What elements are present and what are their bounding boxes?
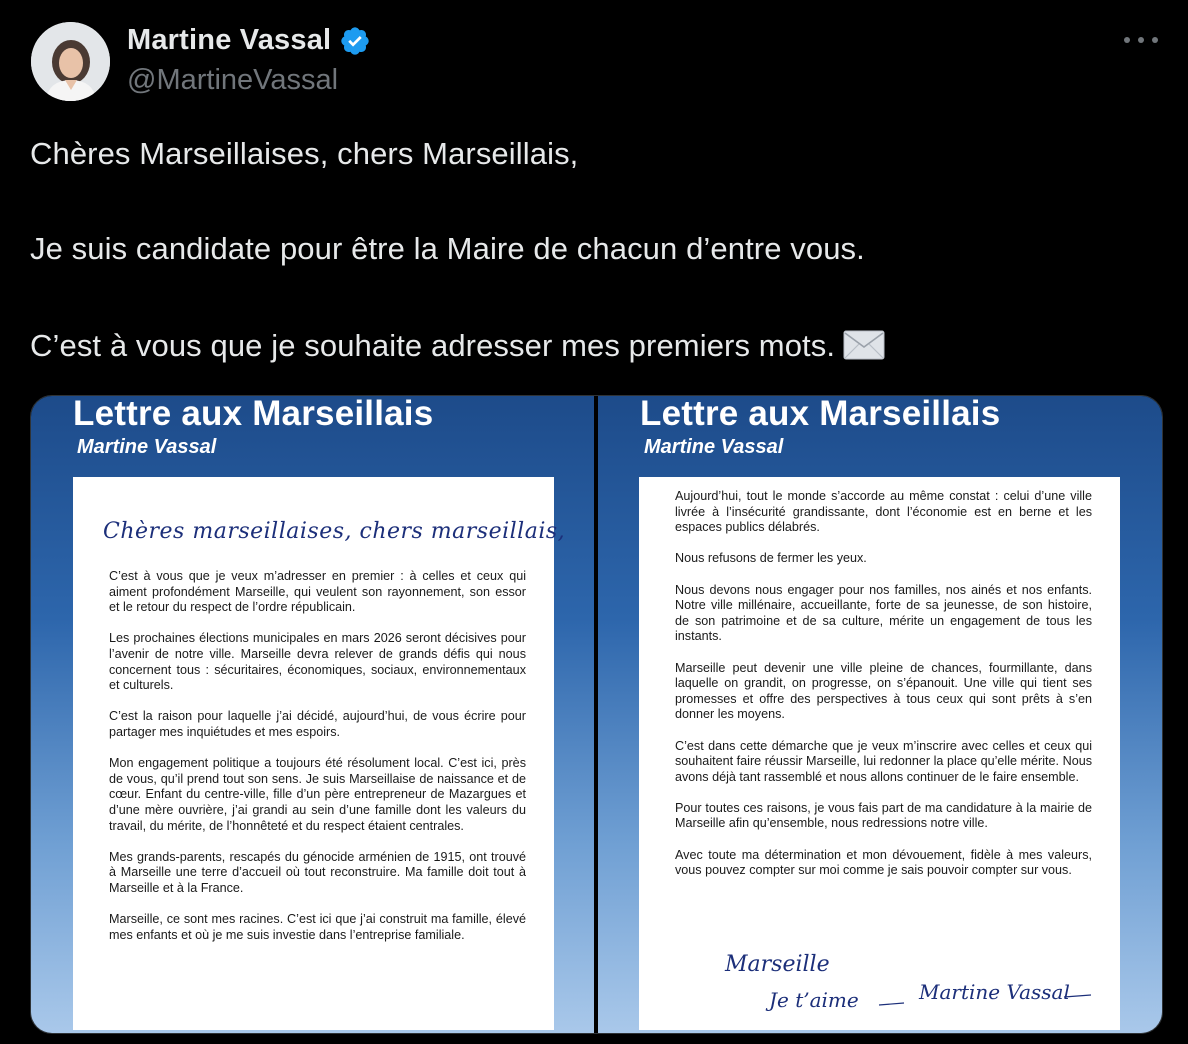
avatar-image bbox=[31, 22, 110, 101]
letter-paragraph: Aujourd’hui, tout le monde s’accorde au même constat : celui d’une ville livrée à l’insécurité grandissante, dont l’économie est en berne et les espaces publics délabrés. bbox=[675, 489, 1092, 535]
media-image-left[interactable] bbox=[31, 396, 594, 1033]
letter-body bbox=[109, 569, 526, 959]
letter-paragraph: Nous devons nous engager pour nos familles, nos ainés et nos enfants. Notre ville millénaire, accueillante, forte de sa jeunesse, de son histoire, de son patrimoine et de sa culture, mérite un engagement de tous les instants. bbox=[675, 582, 1092, 644]
avatar[interactable] bbox=[31, 22, 110, 101]
more-dot bbox=[1152, 37, 1158, 43]
verified-badge-icon bbox=[339, 25, 371, 57]
letter-paragraph: C’est à vous que je veux m’adresser en premier : à celles et ceux qui aiment profondément Marseille, qui veulent son rayonnement, son essor et le retour du respect de l’ordre républicain. bbox=[109, 569, 526, 615]
signature-line-marseille: Marseille bbox=[725, 952, 830, 977]
letter-paragraph: C’est dans cette démarche que je veux m’inscrire avec celles et ceux qui souhaitent faire réussir Marseille, lui redonner la place qu’elle mérite. Nous avons déjà tant rassemblé et nous allons continuer de le faire ensemble. bbox=[675, 738, 1092, 784]
letter-paragraph: Pour toutes ces raisons, je vous fais part de ma candidature à la mairie de Marseille afin qu’ensemble, nous redressions notre ville. bbox=[675, 800, 1092, 831]
letter-paragraph: Nous refusons de fermer les yeux. bbox=[675, 551, 867, 566]
author-name[interactable]: Martine Vassal bbox=[127, 24, 332, 56]
handwritten-salutation: Chères marseillaises, chers marseillais, bbox=[103, 519, 566, 544]
handwritten-signature bbox=[719, 945, 1119, 1025]
more-dot bbox=[1124, 37, 1130, 43]
more-options-button[interactable] bbox=[1124, 28, 1158, 52]
tweet-text-line bbox=[30, 328, 885, 364]
tweet-media[interactable] bbox=[30, 395, 1163, 1034]
letter-subtitle: Martine Vassal bbox=[77, 436, 217, 458]
letter-title: Lettre aux Marseillais bbox=[640, 396, 1001, 433]
letter-paper bbox=[639, 477, 1120, 1030]
letter-title: Lettre aux Marseillais bbox=[73, 396, 434, 433]
letter-paragraph: Mon engagement politique a toujours été résolument local. C’est ici, près de vous, qu’il prend tout son sens. Je suis Marseillaise de naissance et de cœur. Enfant du centre-ville, fille d’un père entrepreneur de Mazargues et d’une mère ouvrière, j’ai grandi au sein d’une famille dont les valeurs du travail, du mérite, de l’honnêteté et du respect étaient centrales. bbox=[109, 756, 526, 833]
signature-name: Martine Vassal bbox=[919, 980, 1070, 1004]
author-handle[interactable]: @MartineVassal bbox=[127, 64, 339, 96]
letter-paragraph: C’est la raison pour laquelle j’ai décidé, aujourd’hui, de vous écrire pour partager mes inquiétudes et mes espoirs. bbox=[109, 709, 526, 739]
tweet-text-line: Je suis candidate pour être la Maire de chacun d’entre vous. bbox=[30, 231, 865, 266]
signature-line-jetaime: Je t’aime bbox=[769, 988, 859, 1012]
letter-subtitle: Martine Vassal bbox=[644, 436, 784, 458]
letter-paragraph: Avec toute ma détermination et mon dévouement, fidèle à mes valeurs, vous pouvez compter sur moi comme je sais pouvoir compter sur vous. bbox=[675, 847, 1092, 878]
letter-paper bbox=[73, 477, 566, 1030]
letter-paragraph: Les prochaines élections municipales en mars 2026 seront décisives pour l’avenir de notre ville. Marseille devra relever de grands défis qui nous concernent tous : sécuritaires, économiques, sociaux, environnementaux et culturels. bbox=[109, 631, 526, 693]
envelope-icon bbox=[843, 330, 885, 360]
tweet-text-line: Chères Marseillaises, chers Marseillais, bbox=[30, 136, 579, 171]
letter-body bbox=[675, 489, 1092, 894]
letter-paragraph: Marseille, ce sont mes racines. C’est ici que j’ai construit ma famille, élevé mes enfants et où je me suis investie dans l’entreprise familiale. bbox=[109, 912, 526, 942]
more-dot bbox=[1138, 37, 1144, 43]
media-image-right[interactable] bbox=[598, 396, 1162, 1033]
letter-paragraph: Mes grands-parents, rescapés du génocide arménien de 1915, ont trouvé à Marseille une terre d’accueil où tout reconstruire. Ma famille doit tout à Marseille et à la France. bbox=[109, 849, 526, 895]
tweet-text: C’est à vous que je souhaite adresser mes premiers mots. bbox=[30, 328, 836, 363]
letter-paragraph: Marseille peut devenir une ville pleine de chances, fourmillante, dans laquelle on grandit, on progresse, on s’épanouit. Une ville qui tient ses promesses et offre des perspectives à tous ceux qui sont prêts à s’en donner les moyens. bbox=[675, 660, 1092, 722]
